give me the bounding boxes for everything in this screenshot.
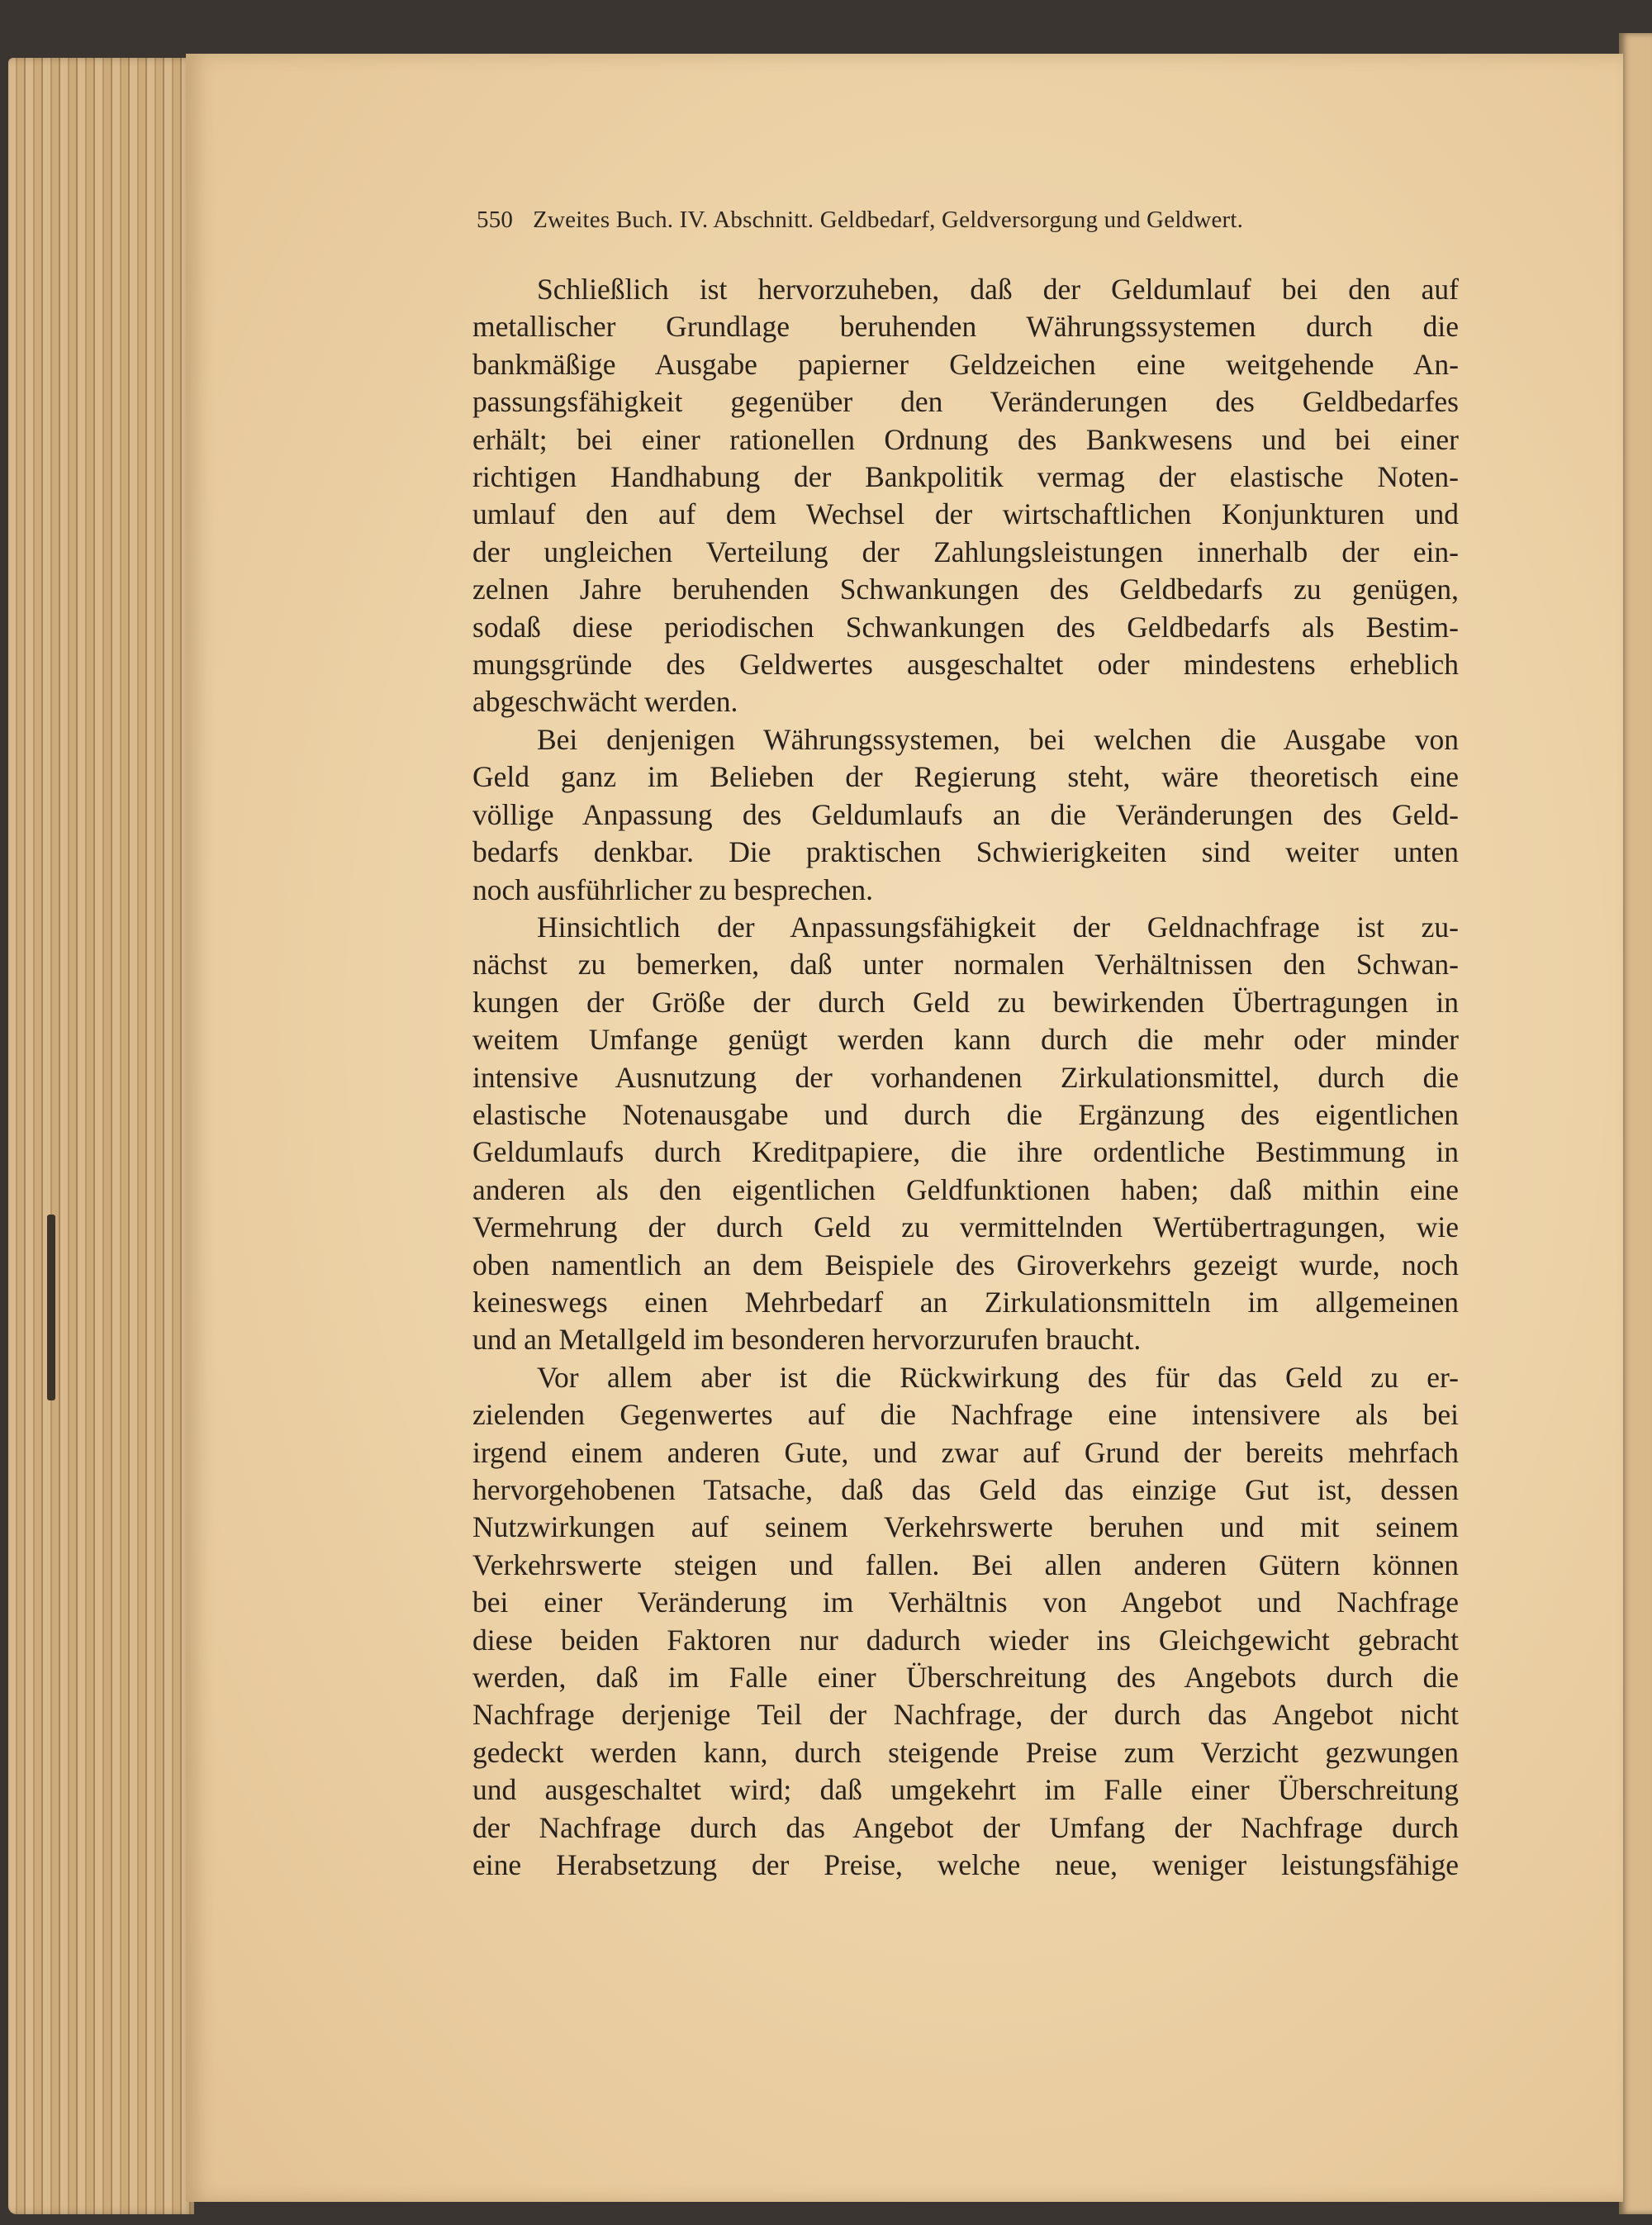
text-line: Verkehrswerte steigen und fallen. Bei allen anderen Gütern können <box>472 1548 1459 1581</box>
text-line: zielenden Gegenwertes auf die Nachfrage eine intensivere als bei <box>472 1398 1459 1432</box>
body-text <box>472 271 1459 1884</box>
text-line: Nachfrage derjenige Teil der Nachfrage, der durch das Angebot nicht <box>472 1698 1459 1732</box>
text-line: passungsfähigkeit gegenüber den Veränderungen des Geldbedarfes <box>472 385 1459 419</box>
text-line: Vor allem aber ist die Rückwirkung des für das Geld zu er- <box>537 1360 1459 1394</box>
text-line: weitem Umfange genügt werden kann durch die mehr oder minder <box>472 1023 1459 1057</box>
text-line: bedarfs denkbar. Die praktischen Schwierigkeiten sind weiter unten <box>472 835 1459 869</box>
text-line: intensive Ausnutzung der vorhandenen Zirkulationsmittel, durch die <box>472 1060 1459 1094</box>
text-line: keineswegs einen Mehrbedarf an Zirkulationsmitteln im allgemeinen <box>472 1285 1459 1319</box>
text-line: noch ausführlicher zu besprechen. <box>472 872 873 906</box>
text-line: umlauf den auf dem Wechsel der wirtschaftlichen Konjunkturen und <box>472 497 1459 531</box>
text-line: der ungleichen Verteilung der Zahlungsleistungen innerhalb der ein- <box>472 535 1459 568</box>
text-line: und an Metallgeld im besonderen hervorzurufen braucht. <box>472 1323 1142 1357</box>
text-line: Nutzwirkungen auf seinem Verkehrswerte beruhen und mit seinem <box>472 1510 1459 1544</box>
paragraph <box>472 909 1459 1359</box>
running-title: Zweites Buch. IV. Abschnitt. Geldbedarf, Geldversorgung und Geldwert. <box>533 207 1244 233</box>
text-line: eine Herabsetzung der Preise, welche neue, weniger leistungsfähige <box>472 1848 1459 1882</box>
paragraph <box>472 721 1459 909</box>
text-line: irgend einem anderen Gute, und zwar auf Grund der bereits mehrfach <box>472 1435 1459 1469</box>
text-line: nächst zu bemerken, daß unter normalen Verhältnissen den Schwan- <box>472 948 1459 982</box>
text-line: hervorgehobenen Tatsache, daß das Geld das einzige Gut ist, dessen <box>472 1473 1459 1506</box>
text-line: der Nachfrage durch das Angebot der Umfang der Nachfrage durch <box>472 1810 1459 1844</box>
text-line: diese beiden Faktoren nur dadurch wieder ins Gleichgewicht gebracht <box>472 1623 1459 1657</box>
text-line: oben namentlich an dem Beispiele des Giroverkehrs gezeigt wurde, noch <box>472 1248 1459 1281</box>
page-number: 550 <box>477 207 514 233</box>
text-line: werden, daß im Falle einer Überschreitung des Angebots durch die <box>472 1661 1459 1695</box>
text-line: Hinsichtlich der Anpassungsfähigkeit der Geldnachfrage ist zu- <box>537 910 1459 944</box>
text-line: Bei denjenigen Währungssystemen, bei welchen die Ausgabe von <box>537 722 1459 756</box>
text-line: gedeckt werden kann, durch steigende Preise zum Verzicht gezwungen <box>472 1735 1459 1769</box>
text-line: Vermehrung der durch Geld zu vermittelnden Wertübertragungen, wie <box>472 1210 1459 1244</box>
facing-page-edge <box>1619 33 1652 2214</box>
text-line: bei einer Veränderung im Verhältnis von Angebot und Nachfrage <box>472 1586 1459 1619</box>
text-line: zelnen Jahre beruhenden Schwankungen des Geldbedarfs zu genügen, <box>472 573 1459 606</box>
text-line: Schließlich ist hervorzuheben, daß der Geldumlauf bei den auf <box>537 273 1459 306</box>
text-line: bankmäßige Ausgabe papierner Geldzeichen eine weitgehende An- <box>472 347 1459 381</box>
paragraph <box>472 271 1459 721</box>
paragraph <box>472 1359 1459 1885</box>
text-line: Geld ganz im Belieben der Regierung steht, wäre theoretisch eine <box>472 760 1459 794</box>
page-edges <box>8 58 194 2214</box>
text-line: elastische Notenausgabe und durch die Ergänzung des eigentlichen <box>472 1097 1459 1131</box>
running-header <box>477 207 1427 234</box>
text-line: und ausgeschaltet wird; daß umgekehrt im Falle einer Überschreitung <box>472 1773 1459 1807</box>
text-line: mungsgründe des Geldwertes ausgeschaltet oder mindestens erheblich <box>472 648 1459 682</box>
text-line: metallischer Grundlage beruhenden Währungssystemen durch die <box>472 310 1459 344</box>
text-line: richtigen Handhabung der Bankpolitik vermag der elastische Noten- <box>472 460 1459 494</box>
text-line: anderen als den eigentlichen Geldfunktionen haben; daß mithin eine <box>472 1172 1459 1206</box>
text-line: sodaß diese periodischen Schwankungen des Geldbedarfs als Bestim- <box>472 610 1459 644</box>
bookmark-ribbon <box>47 1215 55 1400</box>
text-line: völlige Anpassung des Geldumlaufs an die Veränderungen des Geld- <box>472 797 1459 831</box>
text-line: erhält; bei einer rationellen Ordnung des Bankwesens und bei einer <box>472 422 1459 456</box>
text-line: kungen der Größe der durch Geld zu bewirkenden Übertragungen in <box>472 985 1459 1019</box>
text-line: abgeschwächt werden. <box>472 685 738 719</box>
text-line: Geldumlaufs durch Kreditpapiere, die ihre ordentliche Bestimmung in <box>472 1135 1459 1169</box>
